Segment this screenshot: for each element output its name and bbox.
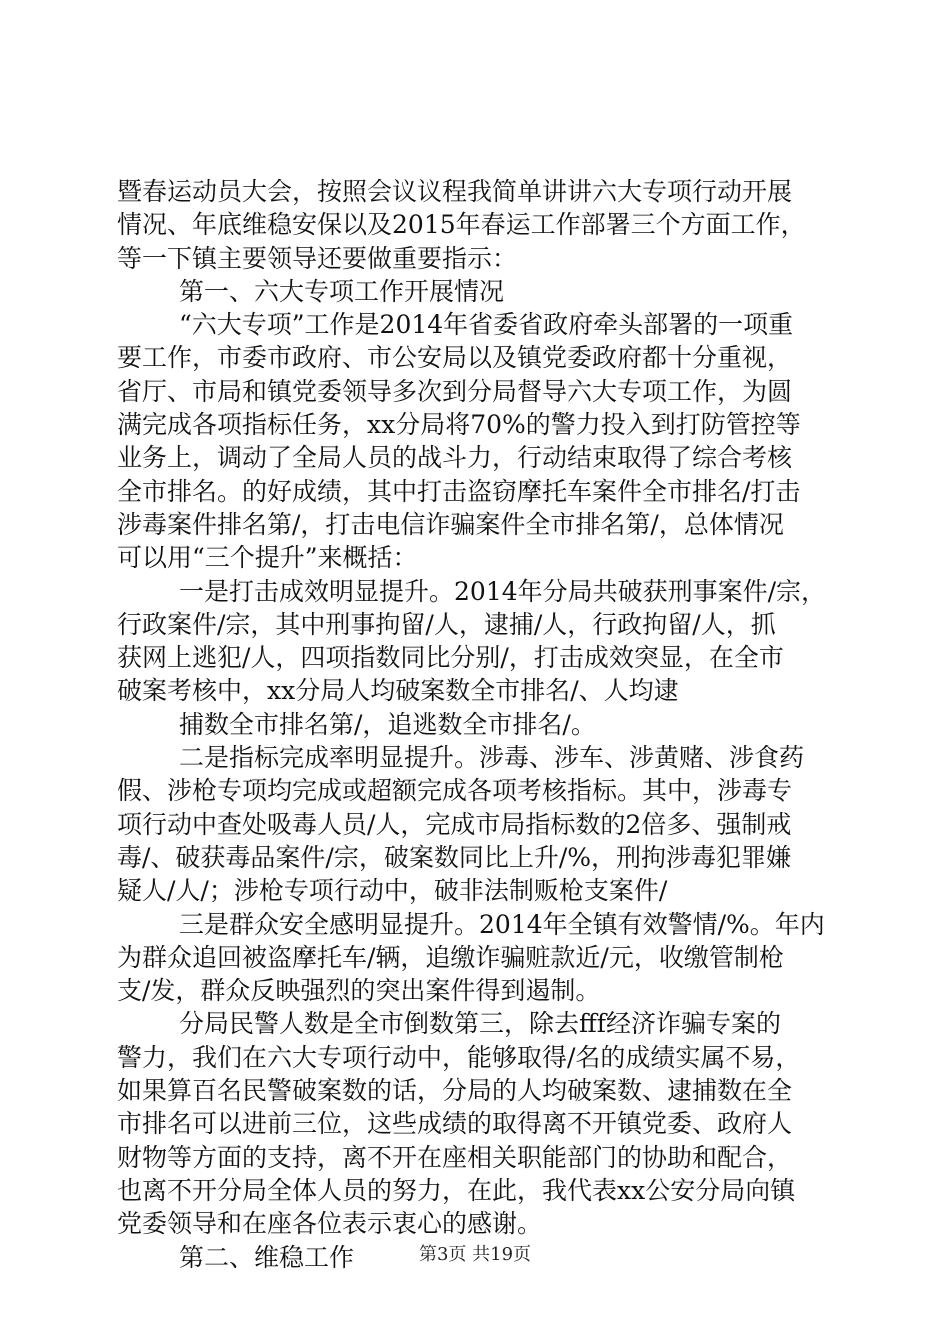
text-line: 为群众追回被盗摩托车/辆，追缴诈骗赃款近/元，收缴管制枪 — [117, 942, 784, 972]
text-line: 省厅、市局和镇党委领导多次到分局督导六大专项工作，为圆 — [117, 376, 793, 406]
text-line: 党委领导和在座各位表示衷心的感谢。 — [117, 1209, 543, 1239]
text-line: 涉毒案件排名第/，打击电信诈骗案件全市排名第/，总体情况 — [117, 509, 784, 539]
text-line: 项行动中查处吸毒人员/人，完成市局指标数的2倍多、强制戒 — [117, 809, 792, 839]
text-line: 毒/、破获毒品案件/宗，破案数同比上升/%，刑拘涉毒犯罪嫌 — [117, 842, 792, 872]
text-line: “六大专项”工作是2014年省委省政府牵头部署的一项重 — [179, 310, 794, 340]
text-line: 捕数全市排名第/，追逃数全市排名/。 — [179, 709, 596, 739]
text-line: 破案考核中，xx分局人均破案数全市排名/、人均逮 — [117, 676, 679, 706]
document-body — [117, 175, 837, 1274]
text-line: 全市排名。的好成绩，其中打击盗窃摩托车案件全市排名/打击 — [117, 476, 801, 506]
text-line: 满完成各项指标任务，xx分局将70%的警力投入到打防管控等 — [117, 410, 801, 440]
text-line: 第一、六大专项工作开展情况 — [179, 276, 505, 306]
text-line: 警力，我们在六大专项行动中，能够取得/名的成绩实属不易， — [117, 1042, 801, 1072]
text-line: 分局民警人数是全市倒数第三，除去fff经济诈骗专案的 — [179, 1009, 782, 1039]
page-number-label: 第3页 共19页 — [418, 1244, 532, 1265]
text-line: 暨春运动员大会，按照会议议程我简单讲讲六大专项行动开展 — [117, 177, 793, 206]
text-line: 业务上，调动了全局人员的战斗力，行动结束取得了综合考核 — [117, 443, 793, 473]
page-footer — [0, 1240, 950, 1266]
text-line: 一是打击成效明显提升。2014年分局共破获刑事案件/宗， — [179, 576, 827, 606]
text-line: 获网上逃犯/人，四项指数同比分别/，打击成效突显，在全市 — [117, 643, 784, 673]
text-line: 情况、年底维稳安保以及2015年春运工作部署三个方面工作， — [117, 210, 806, 240]
text-line: 二是指标完成率明显提升。涉毒、涉车、涉黄赌、涉食药 — [179, 743, 805, 773]
text-line: 假、涉枪专项均完成或超额完成各项考核指标。其中，涉毒专 — [117, 776, 793, 806]
text-line: 等一下镇主要领导还要做重要指示： — [117, 243, 518, 273]
text-line: 支/发，群众反映强烈的突出案件得到遏制。 — [117, 976, 601, 1006]
text-line: 要工作，市委市政府、市公安局以及镇党委政府都十分重视， — [117, 343, 793, 373]
text-line: 市排名可以进前三位，这些成绩的取得离不开镇党委、政府人 — [117, 1109, 793, 1139]
text-line: 也离不开分局全体人员的努力，在此，我代表xx公安分局向镇 — [117, 1175, 796, 1205]
text-line: 三是群众安全感明显提升。2014年全镇有效警情/%。年内 — [179, 909, 825, 939]
text-line: 疑人/人/；涉枪专项行动中，破非法制贩枪支案件/ — [117, 876, 668, 906]
text-line: 如果算百名民警破案数的话，分局的人均破案数、逮捕数在全 — [117, 1076, 793, 1106]
text-line: 可以用“三个提升”来概括： — [117, 543, 418, 573]
text-line: 行政案件/宗，其中刑事拘留/人，逮捕/人，行政拘留/人，抓 — [117, 609, 776, 639]
text-line: 第二、维稳工作 — [179, 1242, 355, 1272]
text-line: 财物等方面的支持，离不开在座相关职能部门的协助和配合， — [117, 1142, 793, 1172]
